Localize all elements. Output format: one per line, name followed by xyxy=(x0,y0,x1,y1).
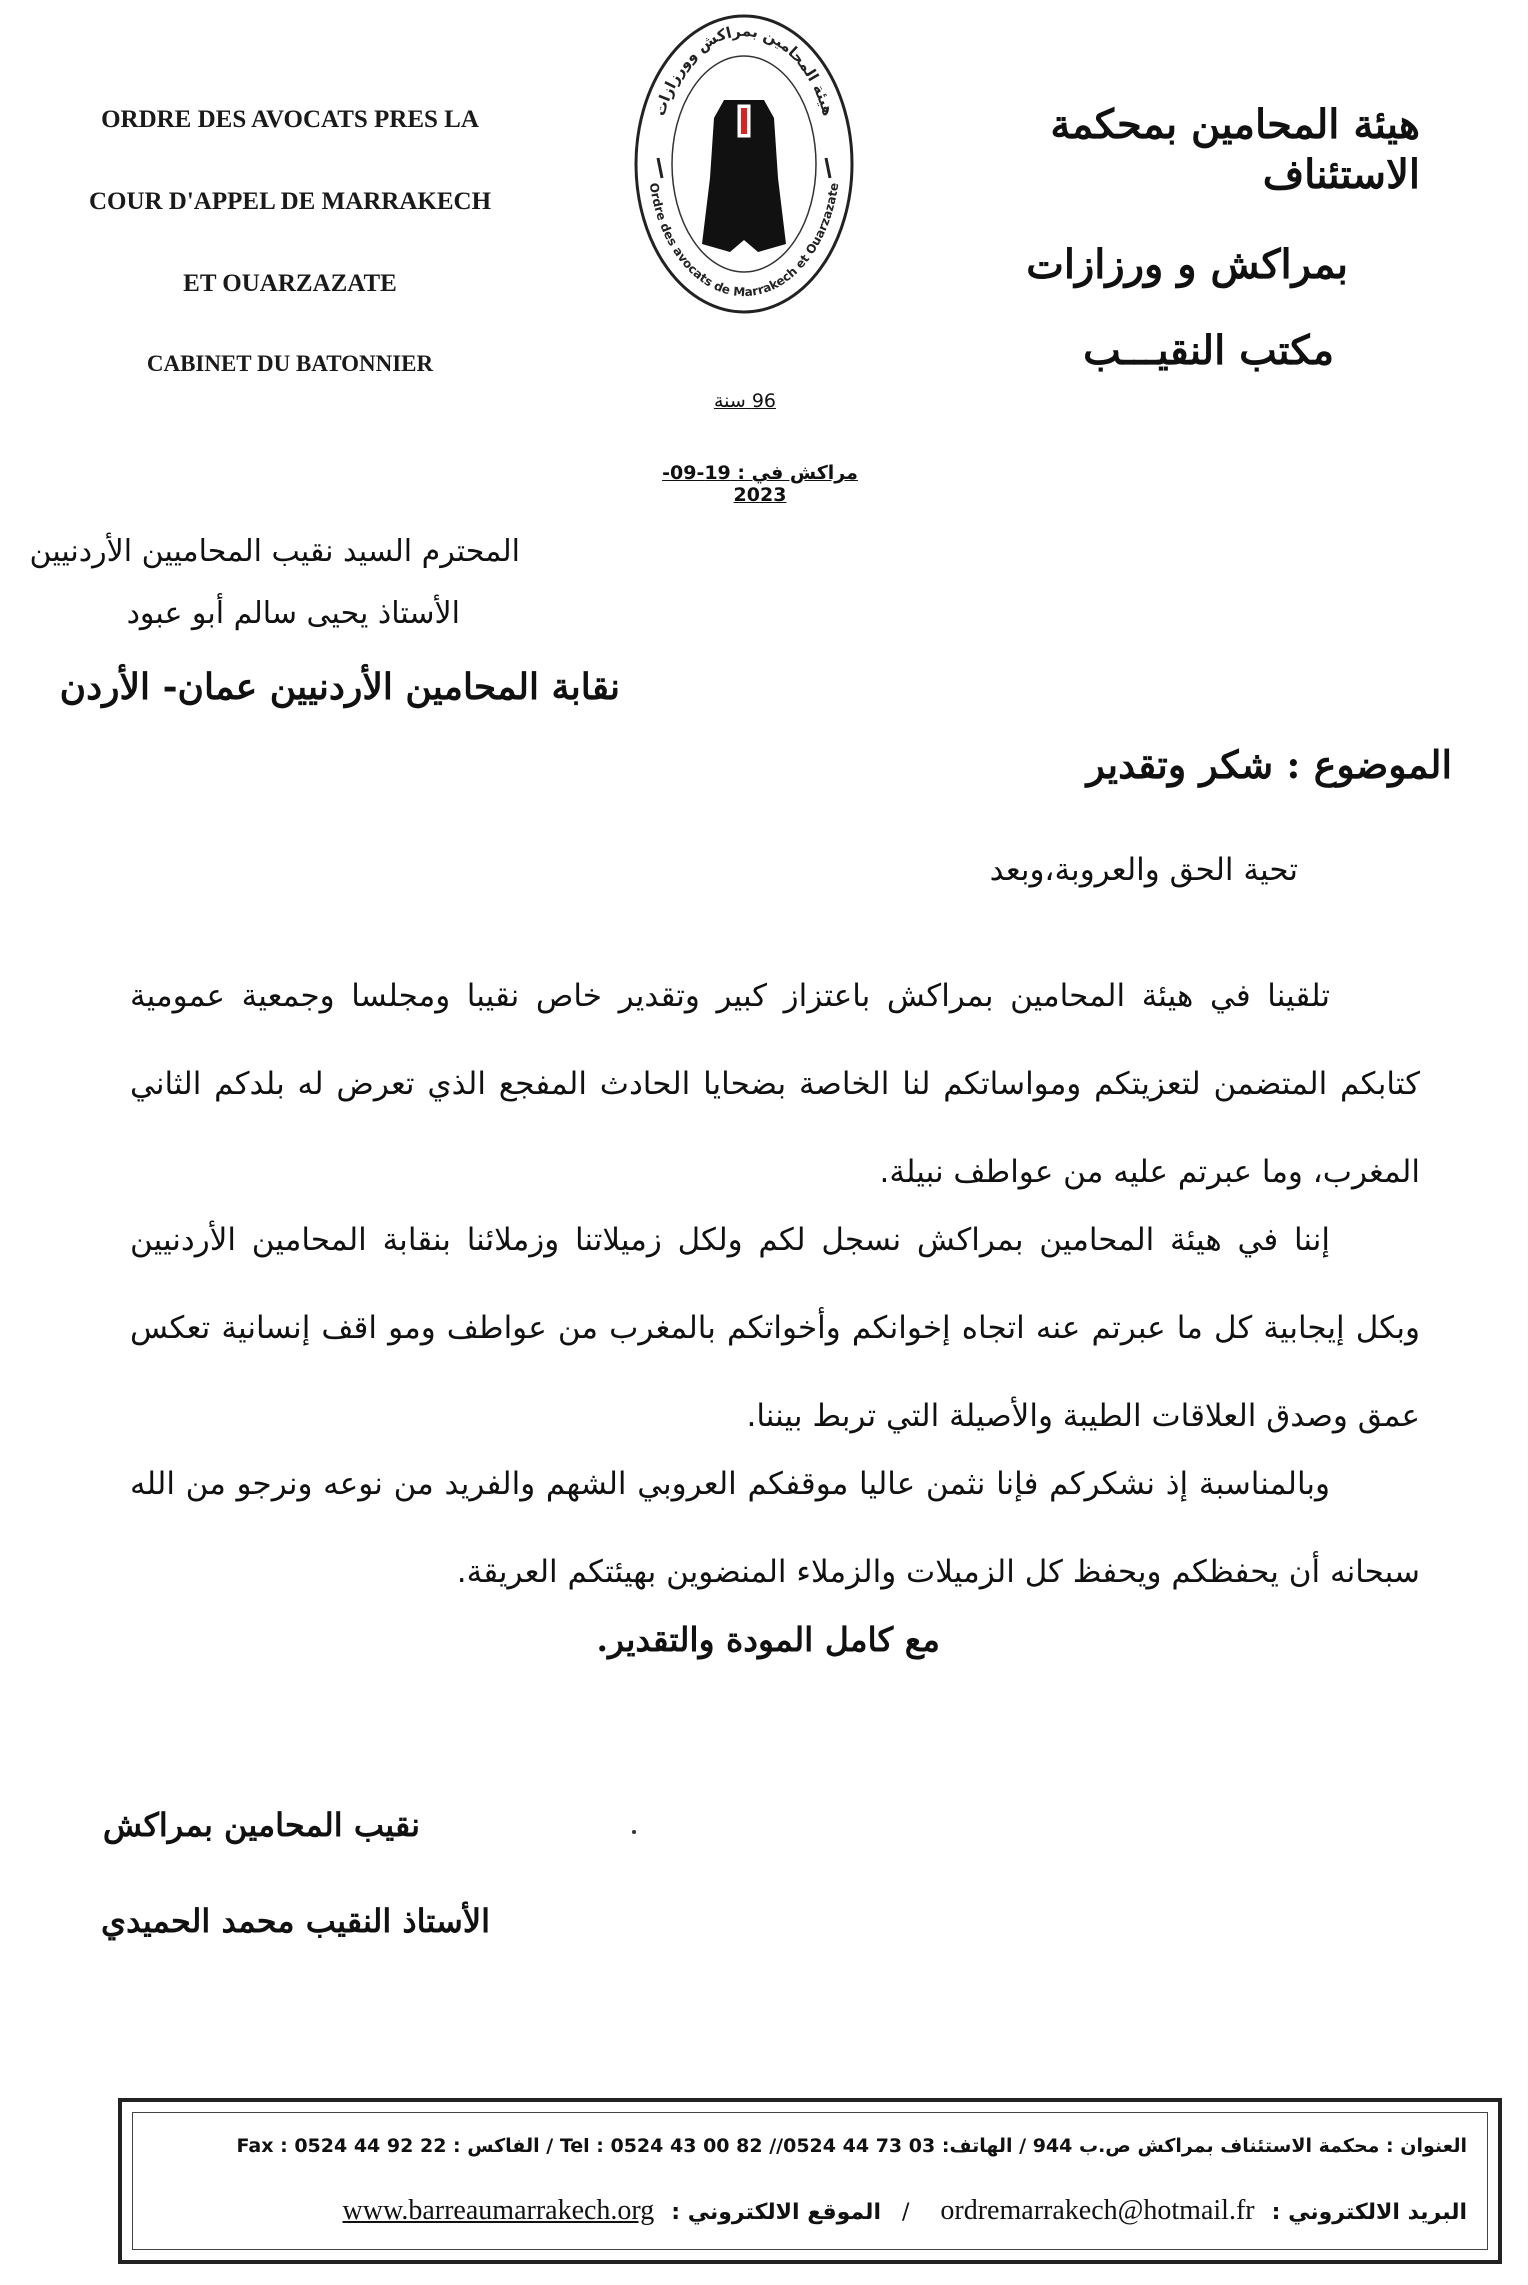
footer-email-link[interactable]: ordremarrakech@hotmail.fr xyxy=(940,2195,1255,2226)
footer-website-link[interactable]: www.barreaumarrakech.org xyxy=(342,2195,655,2226)
ar-header xyxy=(900,100,1420,376)
fr-header-line4: CABINET DU BATONNIER xyxy=(146,351,434,376)
footer-contact-line xyxy=(153,2195,1467,2227)
body-paragraph-1: تلقينا في هيئة المحامين بمراكش باعتزاز كبير وتقدير خاص نقيبا ومجلسا وجمعية عمومية كتابكم المتضمن لتعزيتكم ومواساتكم لنا الخاصة بضحايا الحادث المفجع الذي تعرض له بلدكم الثاني المغرب، وما عبرتم عليه من عواطف نبيلة. xyxy=(130,978,1420,1190)
ar-header-line1: هيئة المحامين بمحكمة الاستئناف xyxy=(1050,101,1420,198)
letter-greeting: تحية الحق والعروبة،وبعد xyxy=(989,852,1298,888)
fr-header-line1: ORDRE DES AVOCATS PRES LA xyxy=(101,106,479,133)
signature-name: الأستاذ النقيب محمد الحميدي xyxy=(101,1902,490,1940)
footer-inner-border xyxy=(132,2112,1488,2250)
footer-email-label: البريد الالكتروني : xyxy=(1271,2200,1467,2225)
letter-subject: الموضوع : شكر وتقدير xyxy=(1086,742,1452,787)
body-paragraph-3: وبالمناسبة إذ نشكركم فإنا نثمن عاليا موقفكم العروبي الشهم والفريد من نوعه ونرجو من الله سبحانه أن يحفظكم ويحفظ كل الزميلات والزملاء المنضوين بهيئتكم العريقة. xyxy=(130,1466,1420,1590)
addressee-title: المحترم السيد نقيب المحاميين الأردنيين xyxy=(29,534,520,569)
reference-number: 96 سنة xyxy=(713,390,777,412)
letter-date: مراكش في : 19-09-2023 xyxy=(662,462,858,506)
footer-separator: / xyxy=(901,2200,910,2225)
logo-french-text: Ordre des avocats de Marrakech et Ouarzazate xyxy=(646,181,842,300)
logo-seal-icon xyxy=(628,8,860,320)
fr-header-line3: ET OUARZAZATE xyxy=(183,270,397,297)
addressee-organization: نقابة المحامين الأردنيين عمان- الأردن xyxy=(59,666,620,708)
addressee-name: الأستاذ يحيى سالم أبو عبود xyxy=(126,596,460,631)
scan-speck xyxy=(632,1830,636,1834)
ar-header-line3: مكتب النقيـــب xyxy=(1083,327,1334,374)
footer-address: العنوان : محكمة الاستئناف بمراكش ص.ب 944 / الهاتف: 03 73 44 0524// 82 00 43 0524 : Tel / الفاكس : 22 92 44 0524 : Fax xyxy=(236,2135,1467,2157)
fr-header-line2: COUR D'APPEL DE MARRAKECH xyxy=(88,188,492,215)
logo-arabic-text: هيئة المحامين بمراكش وورزازات xyxy=(650,21,838,118)
signature-title: نقيب المحامين بمراكش xyxy=(102,1806,420,1844)
bar-association-logo xyxy=(628,8,860,320)
body-paragraph-2: إننا في هيئة المحامين بمراكش نسجل لكم ولكل زميلاتنا وزملائنا بنقابة المحامين الأردنيين وبكل إيجابية كل ما عبرتم عنه اتجاه إخوانكم وأخواتكم بالمغرب من عواطف ومو اقف إنسانية تعكس عمق وصدق العلاقات الطيبة والأصيلة التي تربط بيننا. xyxy=(130,1222,1420,1434)
footer-website-label: الموقع الالكتروني : xyxy=(671,2200,881,2225)
letter-footer xyxy=(118,2098,1502,2264)
ar-header-line2: بمراكش و ورزازات xyxy=(1026,241,1348,288)
letter-closing: مع كامل المودة والتقدير. xyxy=(596,1620,940,1659)
fr-header xyxy=(40,100,540,384)
